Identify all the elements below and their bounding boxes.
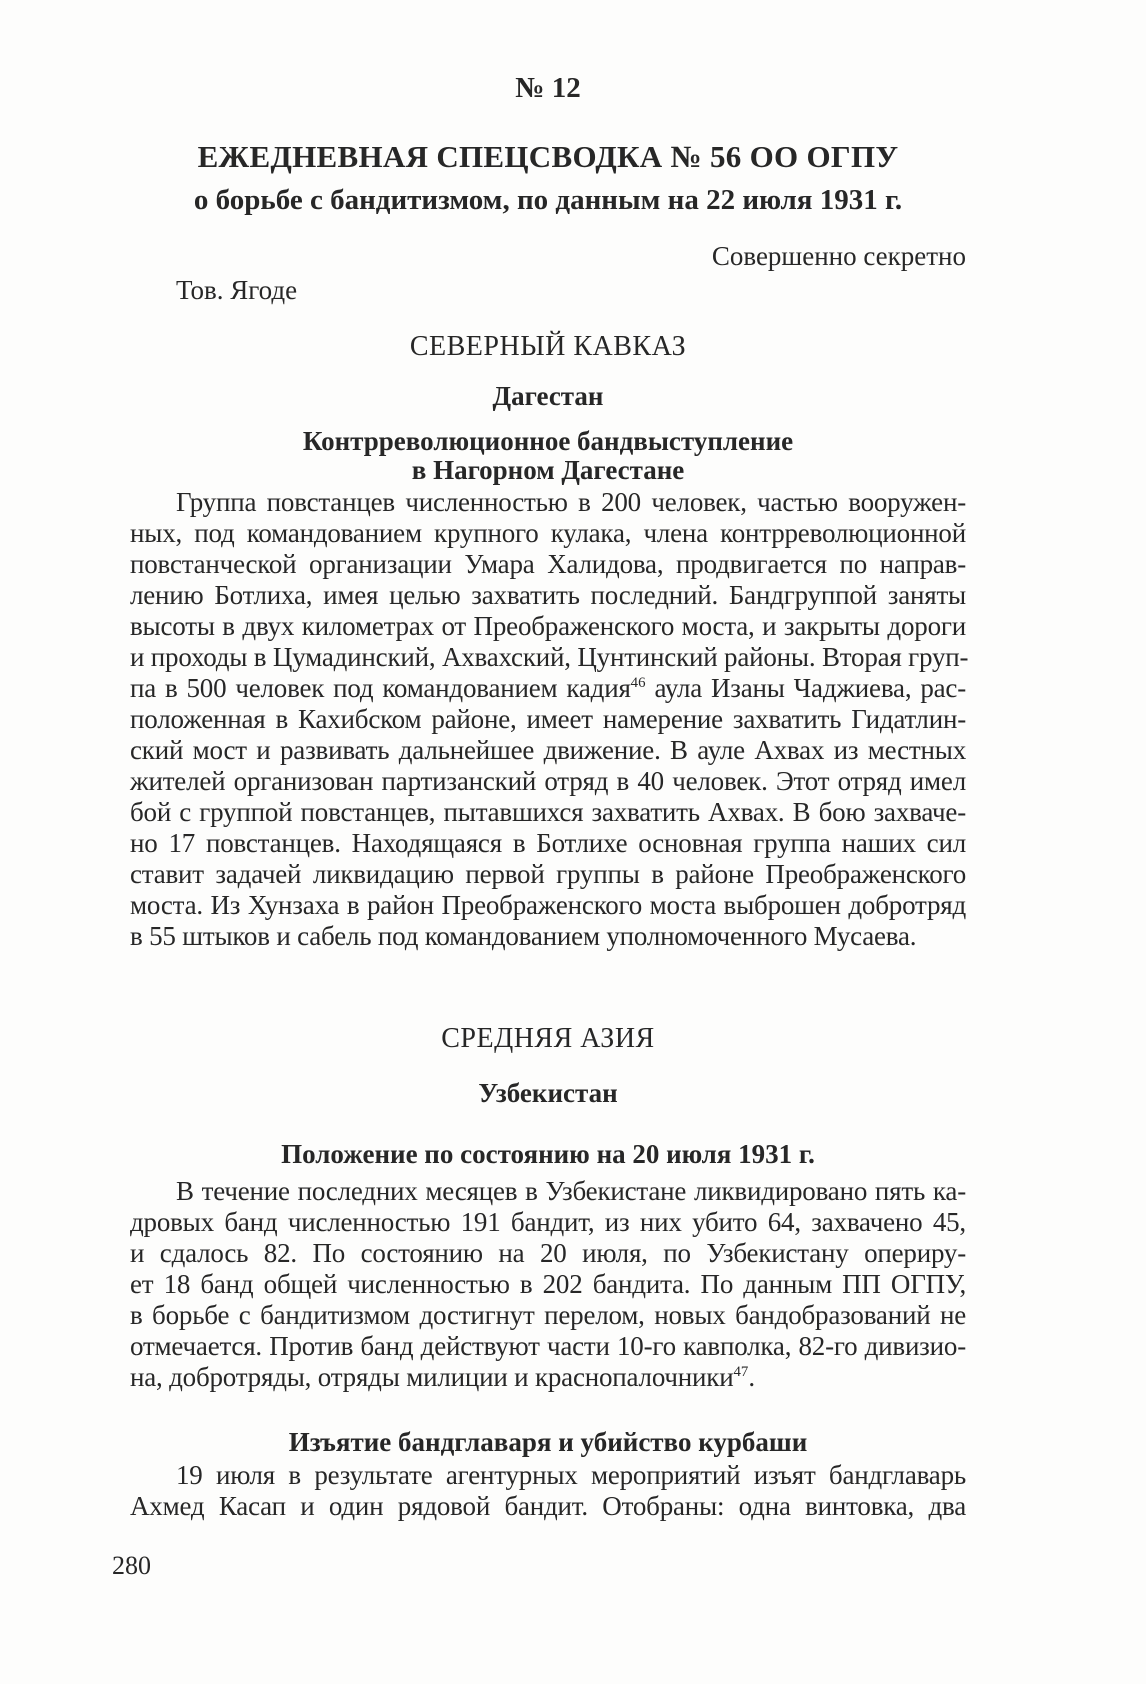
text-line: Группа повстанцев численностью в 200 человек, частью вооружен- — [176, 487, 966, 517]
classification-stamp: Совершенно секретно — [711, 241, 966, 271]
article-heading-line: в Нагорном Дагестане — [411, 455, 685, 485]
text-line: жителей организован партизанский отряд в 40 человек. Этот отряд имел — [130, 766, 966, 796]
text-line: лению Ботлиха, имея целью захватить последний. Бандгруппой заняты — [130, 580, 966, 610]
text-line: 19 июля в результате агентурных мероприятий изъят бандглаварь — [176, 1460, 966, 1490]
subregion-heading-uzbekistan: Узбекистан — [478, 1078, 618, 1108]
article-heading-line: Изъятие бандглаваря и убийство курбаши — [288, 1427, 808, 1457]
text-line: моста. Из Хунзаха в район Преображенского моста выброшен добротряд — [130, 890, 966, 920]
article-heading-band-uprising — [130, 427, 966, 485]
page-number: 280 — [112, 1551, 151, 1580]
article-heading-seizure — [130, 1428, 966, 1457]
text-line: ставит задачей ликвидацию первой группы в районе Преображенского — [130, 859, 966, 889]
region-heading-central-asia: СРЕДНЯЯ АЗИЯ — [441, 1023, 655, 1054]
text-line: в борьбе с бандитизмом достигнут перелом, новых бандобразований не — [130, 1300, 966, 1330]
text-line: и проходы в Цумадинский, Ахвахский, Цунтинский районы. Вторая груп- — [130, 642, 969, 672]
text-line: ных, под командованием крупного кулака, члена контрреволюционной — [130, 518, 966, 548]
text-line: высоты в двух километрах от Преображенского моста, и закрыты дороги — [130, 611, 966, 641]
text-line: па в 500 человек под командованием кадия$^{46}$ аула Изаны Чаджиева, рас- — [130, 673, 966, 703]
footnote-marker: 47 — [733, 1364, 749, 1380]
article-heading-line: Положение по состоянию на 20 июля 1931 г. — [281, 1139, 815, 1169]
text-line: но 17 повстанцев. Находящаяся в Ботлихе основная группа наших сил — [130, 828, 966, 858]
report-subtitle: о борьбе с бандитизмом, по данным на 22 июля 1931 г. — [193, 184, 903, 216]
text-line: ский мост и развивать дальнейшее движение. В ауле Ахвах из местных — [130, 735, 966, 765]
article-heading-line: Контрреволюционное бандвыступление — [302, 426, 794, 456]
text-line: положенная в Кахибском районе, имеет намерение захватить Гидатлин- — [130, 704, 966, 734]
document-number: № 12 — [515, 72, 581, 104]
text-line: повстанческой организации Умара Халидова, продвигается по направ- — [130, 549, 966, 579]
text-line: В течение последних месяцев в Узбекистане ликвидировано пять ка- — [176, 1176, 966, 1206]
paragraph-dagestan — [130, 487, 969, 952]
text-line: дровых банд численностью 191 бандит, из них убито 64, захвачено 45, — [130, 1207, 966, 1237]
region-heading-north-caucasus: СЕВЕРНЫЙ КАВКАЗ — [409, 331, 687, 362]
paragraph-seizure — [130, 1460, 966, 1522]
text-line: в 55 штыков и сабель под командованием уполномоченного Мусаева. — [130, 921, 917, 951]
footnote-marker: 46 — [630, 675, 646, 691]
addressee-line: Тов. Ягоде — [176, 275, 298, 305]
text-line: отмечается. Против банд действуют части 10-го кавполка, 82-го дивизио- — [130, 1331, 966, 1361]
text-line: и сдалось 82. По состоянию на 20 июля, по Узбекистану опериру- — [130, 1238, 966, 1268]
report-title: ЕЖЕДНЕВНАЯ СПЕЦСВОДКА № 56 ОО ОГПУ — [197, 139, 899, 174]
subregion-heading-dagestan: Дагестан — [492, 381, 604, 411]
text-line: ет 18 банд общей численностью в 202 бандита. По данным ПП ОГПУ, — [130, 1269, 966, 1299]
paragraph-uzbekistan-status — [130, 1176, 966, 1393]
text-line: Ахмед Касап и один рядовой бандит. Отобраны: одна винтовка, два — [130, 1491, 966, 1521]
text-line: на, добротряды, отряды милиции и краснопалочники$^{47}$. — [130, 1362, 755, 1392]
article-heading-situation — [130, 1140, 966, 1169]
text-line: бой с группой повстанцев, пытавшихся захватить Ахвах. В бою захваче- — [130, 797, 966, 827]
